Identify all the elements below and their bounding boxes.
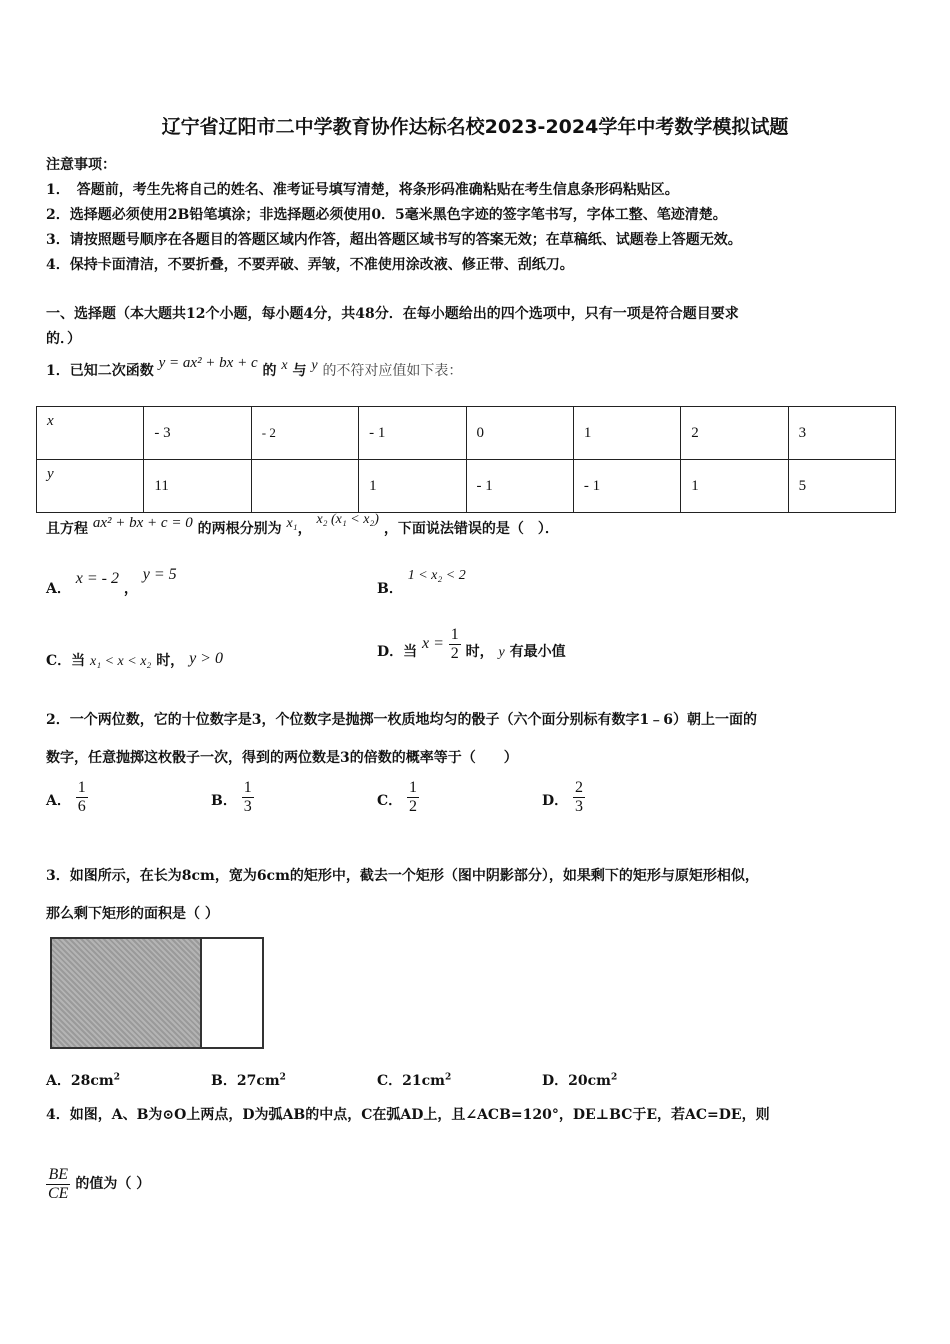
option-label: B．	[377, 581, 403, 597]
q3-shaded-region	[52, 939, 202, 1047]
q1-mid2: 与	[292, 363, 307, 379]
page-title: 辽宁省辽阳市二中学教育协作达标名校2023-2024学年中考数学模拟试题	[161, 116, 789, 138]
fraction-denominator: 2	[409, 797, 418, 815]
option-label: C．21cm	[377, 1073, 445, 1089]
q4-suffix: 的值为（ ）	[75, 1176, 151, 1193]
q1-cond-prefix: 且方程	[46, 521, 88, 537]
option-label: A．28cm	[46, 1073, 114, 1089]
q1-value-table	[36, 406, 896, 513]
q1-option-c[interactable]	[46, 650, 223, 670]
table-cell: 1	[573, 407, 680, 460]
q1-cond-equation: ax² + bx + c = 0	[92, 515, 193, 531]
table-cell: - 1	[359, 407, 466, 460]
table-cell: 1	[681, 460, 788, 513]
q1-root2: x₂ (x₁ < x₂)	[316, 512, 379, 527]
table-y-label: y	[37, 460, 144, 513]
q1-option-b[interactable]	[377, 568, 466, 598]
section-heading-cont: 的．）	[46, 331, 81, 347]
q2-option-b-fraction	[242, 779, 254, 815]
fraction-denominator: 2	[450, 644, 459, 662]
q1-option-a-math2: y = 5	[142, 566, 177, 583]
table-cell: - 1	[573, 460, 680, 513]
fraction-numerator: 2	[575, 779, 584, 796]
option-label: B．	[211, 793, 237, 810]
fraction-numerator: 1	[243, 779, 252, 796]
q4-stem-line1: 4．如图，A、B为⊙O上两点，D为弧AB的中点，C在弧AD上，且∠ACB=120°，DE⊥BC于E，若AC=DE，则	[46, 1107, 770, 1123]
table-cell: - 2	[251, 407, 358, 460]
fraction-denominator: CE	[48, 1184, 69, 1202]
q3-stem-line1: 3．如图所示，在长为8cm，宽为6cm的矩形中，截去一个矩形（图中阴影部分），如果剩下的矩形与原矩形相似，	[46, 868, 759, 884]
q1-option-a-math1: x = - 2	[75, 570, 119, 587]
fraction-numerator: 1	[450, 626, 459, 643]
q1-cond-suffix: ，下面说法错误的是（ ）．	[383, 521, 559, 537]
q1-var-y: y	[311, 358, 318, 373]
q1-function: y = ax² + bx + c	[158, 355, 258, 371]
fraction-numerator: 1	[409, 779, 418, 796]
note-4: 4．保持卡面清洁，不要折叠，不要弄破、弄皱，不准使用涂改液、修正带、刮纸刀。	[46, 257, 574, 273]
table-cell: 11	[144, 460, 251, 513]
option-sup: 2	[279, 1072, 286, 1083]
table-cell	[251, 460, 358, 513]
q3-option-c[interactable]	[377, 1070, 451, 1090]
q1-stem	[46, 355, 463, 380]
q1-option-d-fraction	[449, 626, 461, 662]
q3-option-b[interactable]	[211, 1070, 286, 1090]
table-cell: 5	[788, 460, 895, 513]
note-1: 1． 答题前，考生先将自己的姓名、准考证号填写清楚，将条形码准确粘贴在考生信息条形码粘贴区。	[46, 182, 679, 198]
table-cell: 0	[466, 407, 573, 460]
q4-stem-line2	[46, 1166, 150, 1202]
q3-rectangle-figure	[50, 937, 264, 1049]
q1-option-c-math1: x₁ < x < x₂	[90, 654, 152, 669]
note-3: 3．请按照题号顺序在各题目的答题区域内作答，超出答题区域书写的答案无效；在草稿纸、试题卷上答题无效。	[46, 232, 742, 248]
q1-option-d-var: y	[498, 645, 505, 661]
q2-option-d[interactable]	[542, 779, 585, 815]
option-label: D．20cm	[542, 1073, 611, 1089]
fraction-denominator: 6	[77, 797, 86, 815]
q1-option-d-lhs: x =	[422, 635, 444, 653]
q3-option-d[interactable]	[542, 1070, 617, 1090]
q1-option-a-sep: ，	[123, 581, 138, 597]
fraction-denominator: 3	[575, 797, 584, 815]
q2-stem-line2: 数字，任意抛掷这枚骰子一次，得到的两位数是3的倍数的概率等于（ ）	[46, 750, 518, 766]
fraction-numerator: 1	[77, 779, 86, 796]
table-cell: - 3	[144, 407, 251, 460]
q2-option-a-fraction	[76, 779, 88, 815]
option-label: B．27cm	[211, 1073, 280, 1089]
q2-option-d-fraction	[573, 779, 585, 815]
q1-option-b-math: 1 < x₂ < 2	[407, 568, 466, 583]
q3-option-a[interactable]	[46, 1070, 120, 1090]
option-label: A．	[46, 793, 71, 810]
option-label: C．	[377, 793, 403, 810]
option-label: C．当	[46, 653, 86, 669]
section-heading: 一、选择题（本大题共12个小题，每小题4分，共48分．在每小题给出的四个选项中，只有一项是符合题目要求	[46, 306, 739, 322]
table-row-x	[37, 407, 896, 460]
q1-option-d-suffix: 有最小值	[509, 644, 566, 661]
q2-option-c-fraction	[407, 779, 419, 815]
table-cell: 1	[359, 460, 466, 513]
q1-mid1: 的	[262, 363, 277, 379]
table-cell: 3	[788, 407, 895, 460]
option-label: A．	[46, 581, 71, 597]
table-cell: - 1	[466, 460, 573, 513]
note-2: 2．选择题必须使用2B铅笔填涂；非选择题必须使用0．5毫米黑色字迹的签字笔书写，字体工整、笔迹清楚。	[46, 207, 727, 223]
option-sup: 2	[113, 1072, 120, 1083]
q2-option-b[interactable]	[211, 779, 254, 815]
q1-option-a[interactable]	[46, 566, 177, 598]
option-sup: 2	[444, 1072, 452, 1083]
fraction-numerator: BE	[48, 1166, 68, 1183]
q1-cond-mid: 的两根分别为	[197, 521, 282, 537]
table-row-y	[37, 460, 896, 513]
q1-suffix: 的不符对应值如下表：	[322, 363, 463, 379]
q1-root1: x₁	[286, 516, 298, 531]
table-cell: 2	[681, 407, 788, 460]
q1-condition: 且方程 ax² + bx + c = 0 的两根分别为 x₁， x₂ (x₁ < x₂) ，下面说法错误的是（ ）．	[46, 512, 559, 537]
q1-var-x: x	[281, 358, 288, 373]
q1-prefix: 1．已知二次函数	[46, 363, 154, 379]
q1-option-d[interactable]	[377, 626, 566, 662]
table-x-label: x	[37, 407, 144, 460]
q2-option-c[interactable]	[377, 779, 419, 815]
q1-option-c-math2: y > 0	[189, 650, 223, 667]
q1-option-c-mid: 时，	[156, 653, 185, 669]
q2-option-a[interactable]	[46, 779, 88, 815]
q1-option-d-mid: 时，	[465, 644, 494, 661]
option-sup: 2	[610, 1072, 618, 1083]
option-label: D．	[542, 793, 569, 810]
q3-stem-line2: 那么剩下矩形的面积是（ ）	[46, 906, 219, 922]
fraction-denominator: 3	[243, 797, 252, 815]
notes-heading: 注意事项：	[46, 157, 116, 173]
q4-fraction	[46, 1166, 70, 1202]
option-label: D．当	[377, 644, 418, 661]
q2-stem-line1: 2．一个两位数，它的十位数字是3，个位数字是抛掷一枚质地均匀的骰子（六个面分别标有数字1﹣6）朝上一面的	[46, 712, 757, 728]
